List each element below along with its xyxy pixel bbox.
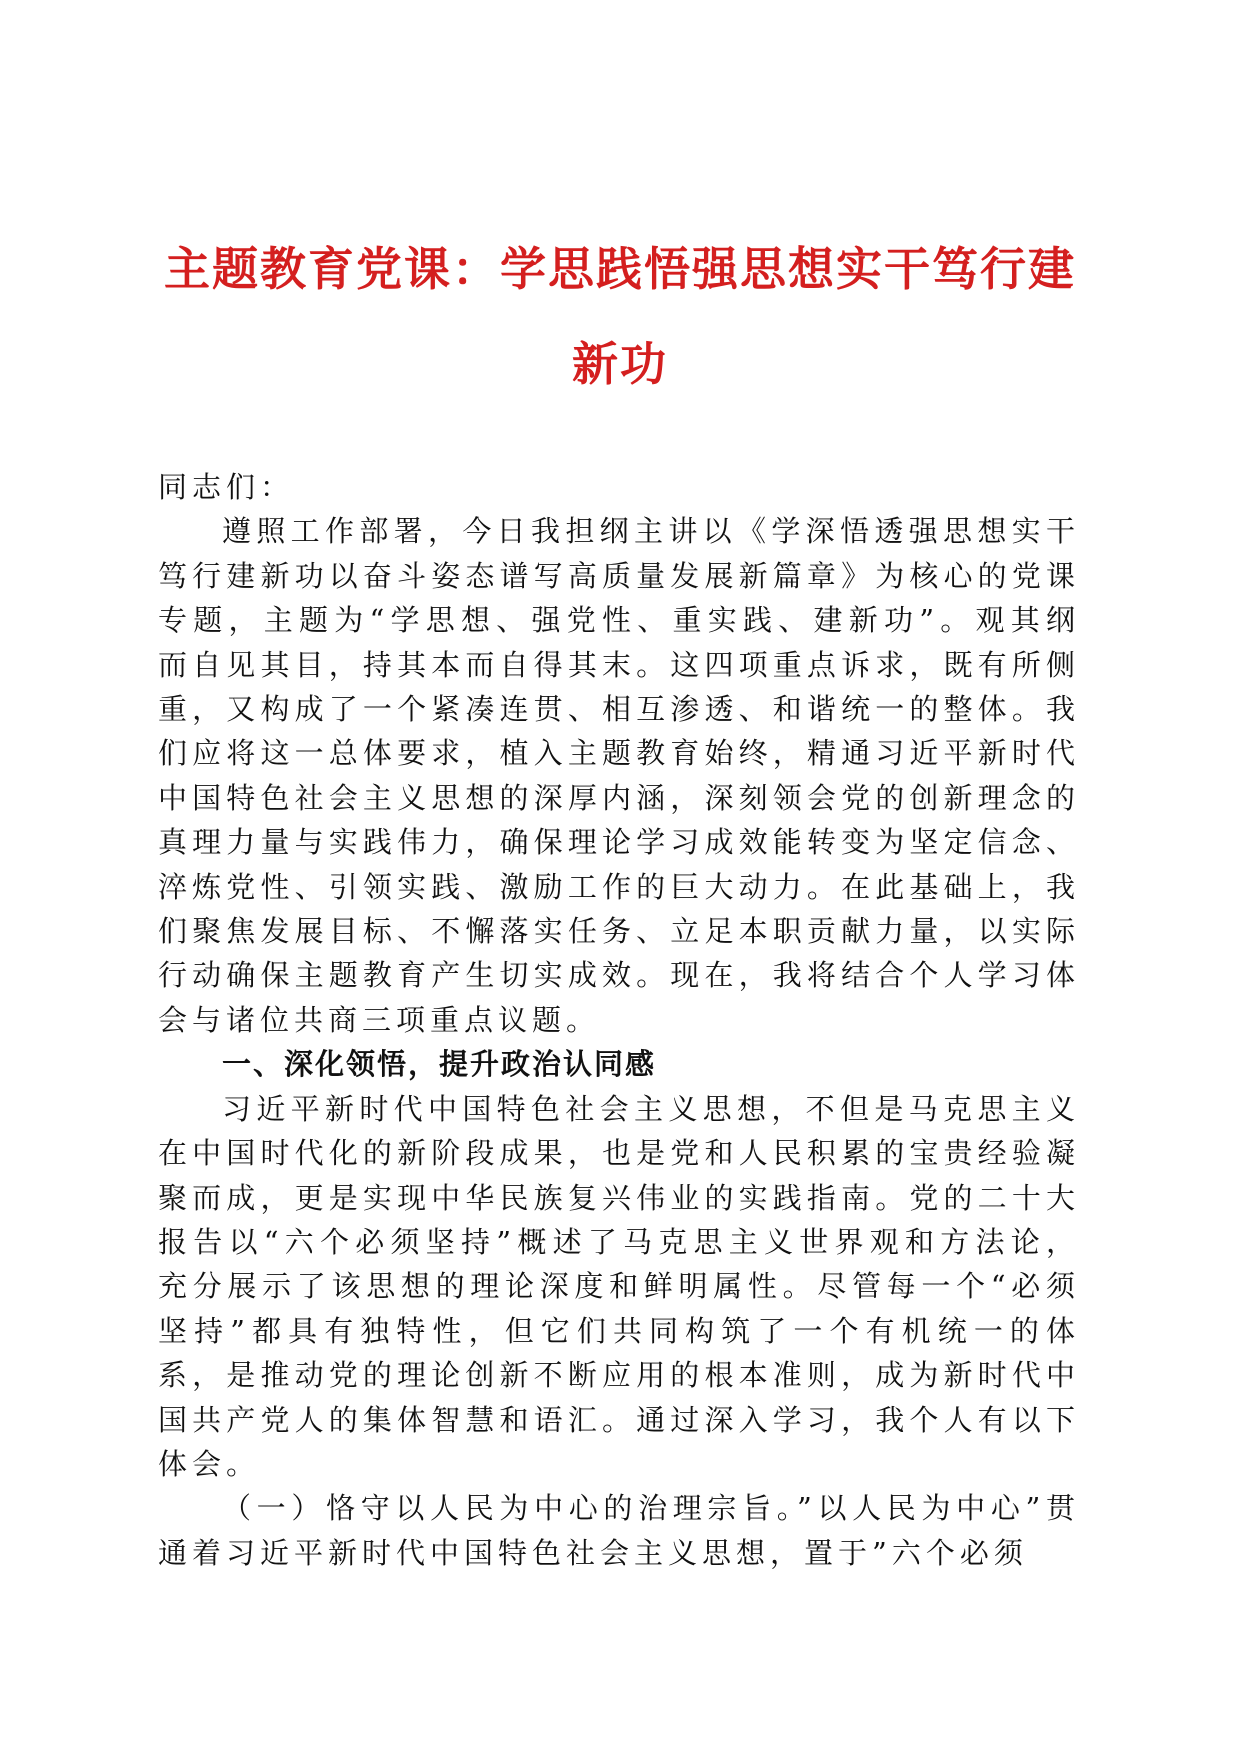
document-body [158,465,1080,1575]
section-heading: 一、深化领悟，提升政治认同感 [222,1047,657,1082]
paragraph-subsection-one: （一）恪守以人民为中心的治理宗旨。”以人民为中心”贯通着习近平新时代中国特色社会主义思想，置于”六个必须 [158,1491,1080,1570]
paragraph-intro: 遵照工作部署，今日我担纲主讲以《学深悟透强思想实干笃行建新功以奋斗姿态谱写高质量发展新篇章》为核心的党课专题，主题为“学思想、强党性、重实践、建新功”。观其纲而自见其目，持其本而自得其末。这四项重点诉求，既有所侧重，又构成了一个紧凑连贯、相互渗透、和谐统一的整体。我们应将这一总体要求，植入主题教育始终，精通习近平新时代中国特色社会主义思想的深厚内涵，深刻领会党的创新理念的真理力量与实践伟力，确保理论学习成效能转变为坚定信念、淬炼党性、引领实践、激励工作的巨大动力。在此基础上，我们聚焦发展目标、不懈落实任务、立足本职贡献力量，以实际行动确保主题教育产生切实成效。现在，我将结合个人学习体会与诸位共商三项重点议题。 [158,514,1080,1037]
salutation: 同志们： [158,470,295,504]
document-title: 主题教育党课：学思践悟强思想实干笃行建新功 [164,242,1076,391]
paragraph-section-one: 习近平新时代中国特色社会主义思想，不但是马克思主义在中国时代化的新阶段成果，也是党和人民积累的宝贵经验凝聚而成，更是实现中华民族复兴伟业的实践指南。党的二十大报告以“六个必须坚持”概述了马克思主义世界观和方法论，充分展示了该思想的理论深度和鲜明属性。尽管每一个“必须坚持”都具有独特性，但它们共同构筑了一个有机统一的体系，是推动党的理论创新不断应用的根本准则，成为新时代中国共产党人的集体智慧和语汇。通过深入学习，我个人有以下体会。 [158,1091,1080,1481]
